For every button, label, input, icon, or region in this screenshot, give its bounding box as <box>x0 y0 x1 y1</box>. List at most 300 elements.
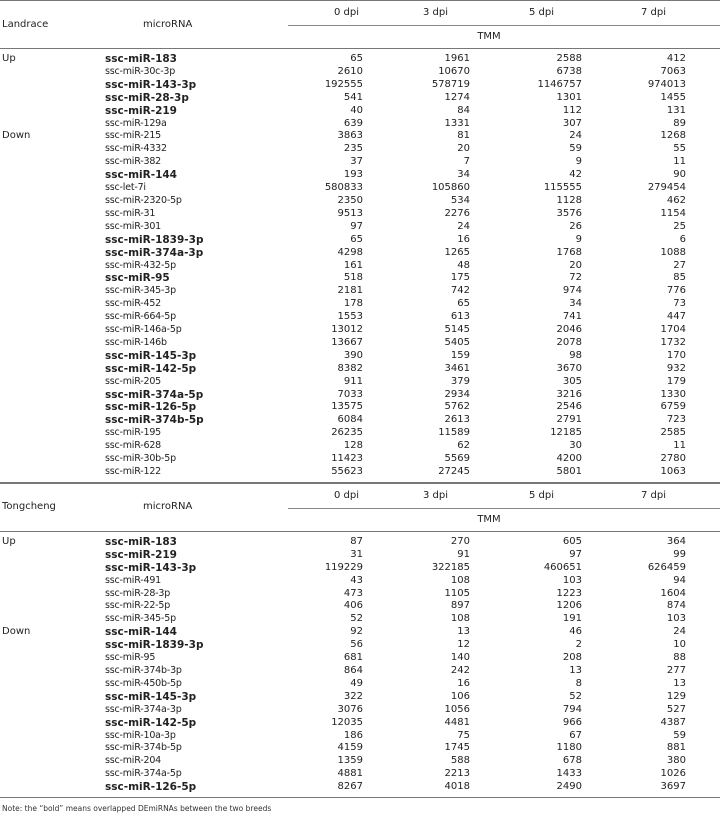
microrna-name: ssc-miR-28-3p <box>105 587 171 599</box>
tmm-value: 1026 <box>660 768 686 780</box>
tmm-value: 1961 <box>444 53 470 64</box>
regulation-group <box>0 247 105 260</box>
microrna-name: ssc-miR-95 <box>105 272 170 285</box>
tmm-value: 1088 <box>660 246 686 258</box>
dpi-header: 7 dpi <box>582 483 686 508</box>
table-row <box>0 247 720 260</box>
tmm-value: 613 <box>450 311 470 323</box>
tmm-value: 6 <box>679 233 686 245</box>
tmm-value: 7 <box>463 156 470 168</box>
tmm-value: 56 <box>350 639 363 651</box>
tmm-value: 4881 <box>337 768 363 780</box>
tmm-value: 2613 <box>444 414 470 426</box>
table-row <box>0 730 720 743</box>
table-row <box>0 389 720 402</box>
dpi-header: 0 dpi <box>288 1 363 26</box>
table-row <box>0 453 720 466</box>
regulation-group <box>0 652 105 665</box>
tmm-value: 97 <box>569 548 582 560</box>
regulation-group <box>0 143 105 156</box>
tmm-value: 192555 <box>324 78 363 90</box>
microrna-name: ssc-miR-146b <box>105 336 167 348</box>
table-row <box>0 678 720 691</box>
microrna-name: ssc-miR-301 <box>105 220 162 232</box>
regulation-group <box>0 195 105 208</box>
table-row <box>0 298 720 311</box>
tmm-value: 2588 <box>556 53 582 64</box>
tmm-value: 59 <box>673 729 686 741</box>
microrna-name: ssc-miR-144 <box>105 169 177 182</box>
tmm-value: 43 <box>350 574 363 586</box>
tmm-value: 1433 <box>556 768 582 780</box>
tmm-value: 911 <box>343 375 363 387</box>
tmm-value: 49 <box>350 677 363 689</box>
table-row <box>0 781 720 794</box>
table-row <box>0 53 720 66</box>
tmm-value: 13667 <box>331 336 363 348</box>
tmm-value: 65 <box>350 53 363 64</box>
microrna-name: ssc-miR-1839-3p <box>105 233 204 246</box>
tmm-value: 55623 <box>331 466 363 477</box>
tmm-value: 34 <box>569 298 582 310</box>
tmm-value: 46 <box>569 626 582 638</box>
tmm-value: 34 <box>457 169 470 181</box>
tmm-header: TMM <box>477 31 501 42</box>
tmm-value: 881 <box>666 742 686 754</box>
table-row <box>0 182 720 195</box>
regulation-group: Down <box>2 626 31 638</box>
tmm-value: 3863 <box>337 130 363 142</box>
microrna-name: ssc-miR-205 <box>105 375 162 387</box>
microrna-name: ssc-miR-30c-3p <box>105 65 176 77</box>
tmm-value: 16 <box>457 233 470 245</box>
regulation-group <box>0 453 105 466</box>
tmm-value: 81 <box>457 130 470 142</box>
tmm-value: 527 <box>666 703 686 715</box>
tmm-value: 1553 <box>337 311 363 323</box>
microrna-name: ssc-miR-345-3p <box>105 285 176 297</box>
tmm-value: 322 <box>343 690 363 702</box>
tmm-value: 106 <box>450 690 470 702</box>
microrna-name: ssc-miR-22-5p <box>105 600 171 612</box>
microrna-name: ssc-miR-183 <box>105 53 177 65</box>
table-row <box>0 285 720 298</box>
microrna-name: ssc-miR-145-3p <box>105 349 197 362</box>
tmm-value: 4481 <box>444 716 470 728</box>
microrna-name: ssc-miR-452 <box>105 298 162 310</box>
dpi-header: 5 dpi <box>470 1 582 26</box>
tmm-value: 20 <box>569 259 582 271</box>
table-row <box>0 536 720 549</box>
table-note: Note: the “bold” means overlapped DEmiRNAs between the two breeds <box>2 804 272 814</box>
microrna-name: ssc-miR-374b-3p <box>105 664 182 676</box>
tmm-value: 140 <box>450 652 470 664</box>
tmm-value: 460651 <box>543 561 582 573</box>
dpi-header: 0 dpi <box>288 483 363 508</box>
tmm-value: 91 <box>457 548 470 560</box>
tmm-value: 108 <box>450 613 470 625</box>
microrna-name: ssc-miR-450b-5p <box>105 677 182 689</box>
regulation-group <box>0 66 105 79</box>
tmm-value: 2 <box>575 639 582 651</box>
tmm-value: 129 <box>666 690 686 702</box>
tmm-value: 462 <box>666 194 686 206</box>
microrna-name: ssc-miR-204 <box>105 755 162 767</box>
tmm-value: 13575 <box>331 401 363 413</box>
regulation-group: Up <box>2 53 16 64</box>
tmm-value: 3576 <box>556 207 582 219</box>
table-row <box>0 156 720 169</box>
table-row <box>0 652 720 665</box>
regulation-group <box>0 562 105 575</box>
tmm-value: 1732 <box>660 336 686 348</box>
tmm-value: 406 <box>343 600 363 612</box>
regulation-group <box>0 363 105 376</box>
tmm-value: 1745 <box>444 742 470 754</box>
regulation-group <box>0 234 105 247</box>
regulation-group <box>0 639 105 652</box>
microrna-name: ssc-miR-142-5p <box>105 716 197 729</box>
tmm-value: 12185 <box>550 427 582 439</box>
tmm-value: 27 <box>673 259 686 271</box>
regulation-group <box>0 272 105 285</box>
regulation-group <box>0 337 105 350</box>
table-row <box>0 143 720 156</box>
microrna-name: ssc-miR-195 <box>105 427 162 439</box>
regulation-group <box>0 156 105 169</box>
microrna-name: ssc-miR-215 <box>105 130 162 142</box>
table-row <box>0 337 720 350</box>
regulation-group <box>0 691 105 704</box>
tmm-value: 97 <box>350 220 363 232</box>
tmm-value: 27245 <box>438 466 470 477</box>
table-row <box>0 260 720 273</box>
regulation-group <box>0 350 105 363</box>
tmm-value: 67 <box>569 729 582 741</box>
regulation-group <box>0 575 105 588</box>
tmm-value: 99 <box>673 548 686 560</box>
tmm-value: 26 <box>569 220 582 232</box>
regulation-group <box>0 466 105 479</box>
regulation-group <box>0 742 105 755</box>
microrna-name: ssc-miR-126-5p <box>105 401 197 414</box>
tmm-value: 31 <box>350 548 363 560</box>
tmm-value: 9513 <box>337 207 363 219</box>
tmm-value: 1223 <box>556 587 582 599</box>
table-row <box>0 130 720 143</box>
tmm-value: 1056 <box>444 703 470 715</box>
tmm-value: 3697 <box>660 781 686 793</box>
microrna-name: ssc-miR-374a-3p <box>105 703 182 715</box>
regulation-group <box>0 118 105 131</box>
tmm-value: 1359 <box>337 755 363 767</box>
table-row <box>0 613 720 626</box>
tmm-value: 8267 <box>337 781 363 793</box>
microrna-name: ssc-miR-664-5p <box>105 311 176 323</box>
tmm-value: 307 <box>562 117 582 129</box>
tmm-value: 518 <box>343 272 363 284</box>
microrna-name: ssc-miR-345-5p <box>105 613 176 625</box>
tmm-value: 1768 <box>556 246 582 258</box>
regulation-group <box>0 755 105 768</box>
tmm-value: 864 <box>343 664 363 676</box>
tmm-value: 626459 <box>647 561 686 573</box>
tmm-value: 98 <box>569 349 582 361</box>
regulation-group <box>0 678 105 691</box>
tmm-value: 588 <box>450 755 470 767</box>
tmm-value: 1105 <box>444 587 470 599</box>
tmm-value: 13012 <box>331 324 363 336</box>
tmm-value: 12035 <box>331 716 363 728</box>
tmm-value: 24 <box>673 626 686 638</box>
tmm-value: 105860 <box>431 182 470 194</box>
tmm-header: TMM <box>477 513 501 525</box>
tmm-value: 776 <box>666 285 686 297</box>
microrna-name: ssc-miR-432-5p <box>105 259 176 271</box>
tmm-value: 4159 <box>337 742 363 754</box>
tmm-value: 13 <box>569 664 582 676</box>
table-row <box>0 363 720 376</box>
tmm-value: 10670 <box>438 65 470 77</box>
tmm-value: 1604 <box>660 587 686 599</box>
table-row <box>0 639 720 652</box>
dpi-header: 3 dpi <box>363 483 470 508</box>
regulation-group <box>0 768 105 781</box>
tmm-value: 580833 <box>324 182 363 194</box>
microrna-name: ssc-miR-95 <box>105 652 156 664</box>
tmm-value: 89 <box>673 117 686 129</box>
tmm-value: 681 <box>343 652 363 664</box>
tmm-value: 175 <box>450 272 470 284</box>
microrna-name: ssc-miR-491 <box>105 574 162 586</box>
tmm-value: 4298 <box>337 246 363 258</box>
regulation-group <box>0 440 105 453</box>
tmm-value: 1154 <box>660 207 686 219</box>
breed-label: Landrace <box>0 1 105 49</box>
tmm-value: 52 <box>569 690 582 702</box>
tmm-value: 678 <box>562 755 582 767</box>
tmm-value: 932 <box>666 362 686 374</box>
table-row <box>0 79 720 92</box>
tmm-value: 84 <box>457 104 470 116</box>
tmm-value: 92 <box>350 626 363 638</box>
tmm-value: 10 <box>673 639 686 651</box>
tmm-value: 277 <box>666 664 686 676</box>
tmm-value: 24 <box>457 220 470 232</box>
tmm-value: 25 <box>673 220 686 232</box>
tmm-value: 966 <box>562 716 582 728</box>
tmm-value: 1301 <box>556 91 582 103</box>
tmm-value: 13 <box>457 626 470 638</box>
regulation-group <box>0 92 105 105</box>
dpi-header: 5 dpi <box>470 483 582 508</box>
tmm-value: 40 <box>350 104 363 116</box>
regulation-group <box>0 781 105 794</box>
regulation-group <box>0 105 105 118</box>
tmm-value: 115555 <box>543 182 582 194</box>
tmm-value: 2181 <box>337 285 363 297</box>
tmm-value: 75 <box>457 729 470 741</box>
table-row <box>0 704 720 717</box>
tmm-value: 270 <box>450 535 470 547</box>
tmm-value: 2934 <box>444 388 470 400</box>
tmm-value: 119229 <box>324 561 363 573</box>
tmm-value: 2585 <box>660 427 686 439</box>
tmm-value: 4200 <box>556 453 582 465</box>
tmm-value: 390 <box>343 349 363 361</box>
microrna-name: ssc-miR-10a-3p <box>105 729 176 741</box>
table-row <box>0 665 720 678</box>
tmm-value: 103 <box>666 613 686 625</box>
tmm-value: 128 <box>343 440 363 452</box>
tmm-value: 322185 <box>431 561 470 573</box>
tmm-value: 1330 <box>660 388 686 400</box>
microrna-name: ssc-miR-628 <box>105 440 162 452</box>
tmm-value: 2546 <box>556 401 582 413</box>
tmm-value: 605 <box>562 535 582 547</box>
tmm-value: 2350 <box>337 194 363 206</box>
tmm-value: 2490 <box>556 781 582 793</box>
tmm-value: 12 <box>457 639 470 651</box>
regulation-group <box>0 79 105 92</box>
tmm-value: 4387 <box>660 716 686 728</box>
tmm-value: 16 <box>457 677 470 689</box>
table-row <box>0 717 720 730</box>
tmm-value: 13 <box>673 677 686 689</box>
regulation-group <box>0 665 105 678</box>
tmm-value: 3216 <box>556 388 582 400</box>
tmm-value: 1180 <box>556 742 582 754</box>
breed-label: Tongcheng <box>0 483 105 531</box>
table-row <box>0 311 720 324</box>
microrna-name: ssc-miR-374a-5p <box>105 388 204 401</box>
table-row <box>0 324 720 337</box>
table-row <box>0 691 720 704</box>
regulation-group <box>0 221 105 234</box>
tmm-value: 191 <box>562 613 582 625</box>
microrna-name: ssc-miR-126-5p <box>105 781 197 794</box>
microrna-name: ssc-let-7i <box>105 182 146 194</box>
microrna-name: ssc-miR-374b-5p <box>105 742 182 754</box>
regulation-group <box>0 730 105 743</box>
tmm-value: 30 <box>569 440 582 452</box>
tmm-value: 639 <box>343 117 363 129</box>
tmm-value: 379 <box>450 375 470 387</box>
tmm-value: 6084 <box>337 414 363 426</box>
table-row <box>0 221 720 234</box>
tmm-value: 5569 <box>444 453 470 465</box>
tmm-value: 1704 <box>660 324 686 336</box>
tmm-value: 59 <box>569 143 582 155</box>
tmm-value: 90 <box>673 169 686 181</box>
tmm-value: 5405 <box>444 336 470 348</box>
regulation-group <box>0 324 105 337</box>
tmm-value: 208 <box>562 652 582 664</box>
table-row <box>0 440 720 453</box>
tmm-value: 108 <box>450 574 470 586</box>
tmm-value: 7063 <box>660 65 686 77</box>
tmm-value: 1063 <box>660 466 686 477</box>
tmm-value: 1268 <box>660 130 686 142</box>
tmm-value: 65 <box>350 233 363 245</box>
regulation-group: Down <box>2 130 31 142</box>
table-row <box>0 208 720 221</box>
tmm-value: 2791 <box>556 414 582 426</box>
tmm-value: 5145 <box>444 324 470 336</box>
regulation-group <box>0 401 105 414</box>
tmm-value: 178 <box>343 298 363 310</box>
tmm-value: 794 <box>562 703 582 715</box>
regulation-group <box>0 427 105 440</box>
tmm-value: 2078 <box>556 336 582 348</box>
regulation-group <box>0 549 105 562</box>
tmm-value: 161 <box>343 259 363 271</box>
tmm-value: 534 <box>450 194 470 206</box>
tmm-value: 42 <box>569 169 582 181</box>
tmm-value: 11589 <box>438 427 470 439</box>
tmm-value: 2780 <box>660 453 686 465</box>
dpi-header: 7 dpi <box>582 1 686 26</box>
table-row <box>0 234 720 247</box>
regulation-group <box>0 169 105 182</box>
table-row <box>0 626 720 639</box>
table-row <box>0 92 720 105</box>
tmm-value: 9 <box>575 156 582 168</box>
microrna-header: microRNA <box>105 483 288 531</box>
tmm-value: 279454 <box>647 182 686 194</box>
microrna-name: ssc-miR-122 <box>105 466 162 477</box>
tmm-value: 2276 <box>444 207 470 219</box>
regulation-group <box>0 389 105 402</box>
tmm-value: 55 <box>673 143 686 155</box>
table-row <box>0 549 720 562</box>
tmm-value: 741 <box>562 311 582 323</box>
tmm-value: 742 <box>450 285 470 297</box>
tmm-value: 179 <box>666 375 686 387</box>
tmm-value: 131 <box>666 104 686 116</box>
microrna-name: ssc-miR-4332 <box>105 143 167 155</box>
regulation-group <box>0 376 105 389</box>
microrna-name: ssc-miR-382 <box>105 156 162 168</box>
table-row <box>0 742 720 755</box>
tmm-value: 473 <box>343 587 363 599</box>
table-row <box>0 66 720 79</box>
microrna-name: ssc-miR-143-3p <box>105 78 197 91</box>
tmm-value: 24 <box>569 130 582 142</box>
regulation-group <box>0 704 105 717</box>
tmm-value: 3670 <box>556 362 582 374</box>
tmm-value: 897 <box>450 600 470 612</box>
tmm-value: 11 <box>673 440 686 452</box>
regulation-group <box>0 717 105 730</box>
table-row <box>0 466 720 479</box>
microrna-name: ssc-miR-30b-5p <box>105 453 176 465</box>
table-row <box>0 350 720 363</box>
microrna-name: ssc-miR-144 <box>105 626 177 639</box>
tmm-value: 447 <box>666 311 686 323</box>
tmm-value: 186 <box>343 729 363 741</box>
table-tongcheng <box>0 483 720 798</box>
regulation-group <box>0 298 105 311</box>
tmm-value: 1265 <box>444 246 470 258</box>
microrna-name: ssc-miR-219 <box>105 548 177 561</box>
tmm-value: 103 <box>562 574 582 586</box>
tmm-value: 2046 <box>556 324 582 336</box>
tmm-value: 48 <box>457 259 470 271</box>
tmm-value: 73 <box>673 298 686 310</box>
table-row <box>0 600 720 613</box>
table-row <box>0 755 720 768</box>
